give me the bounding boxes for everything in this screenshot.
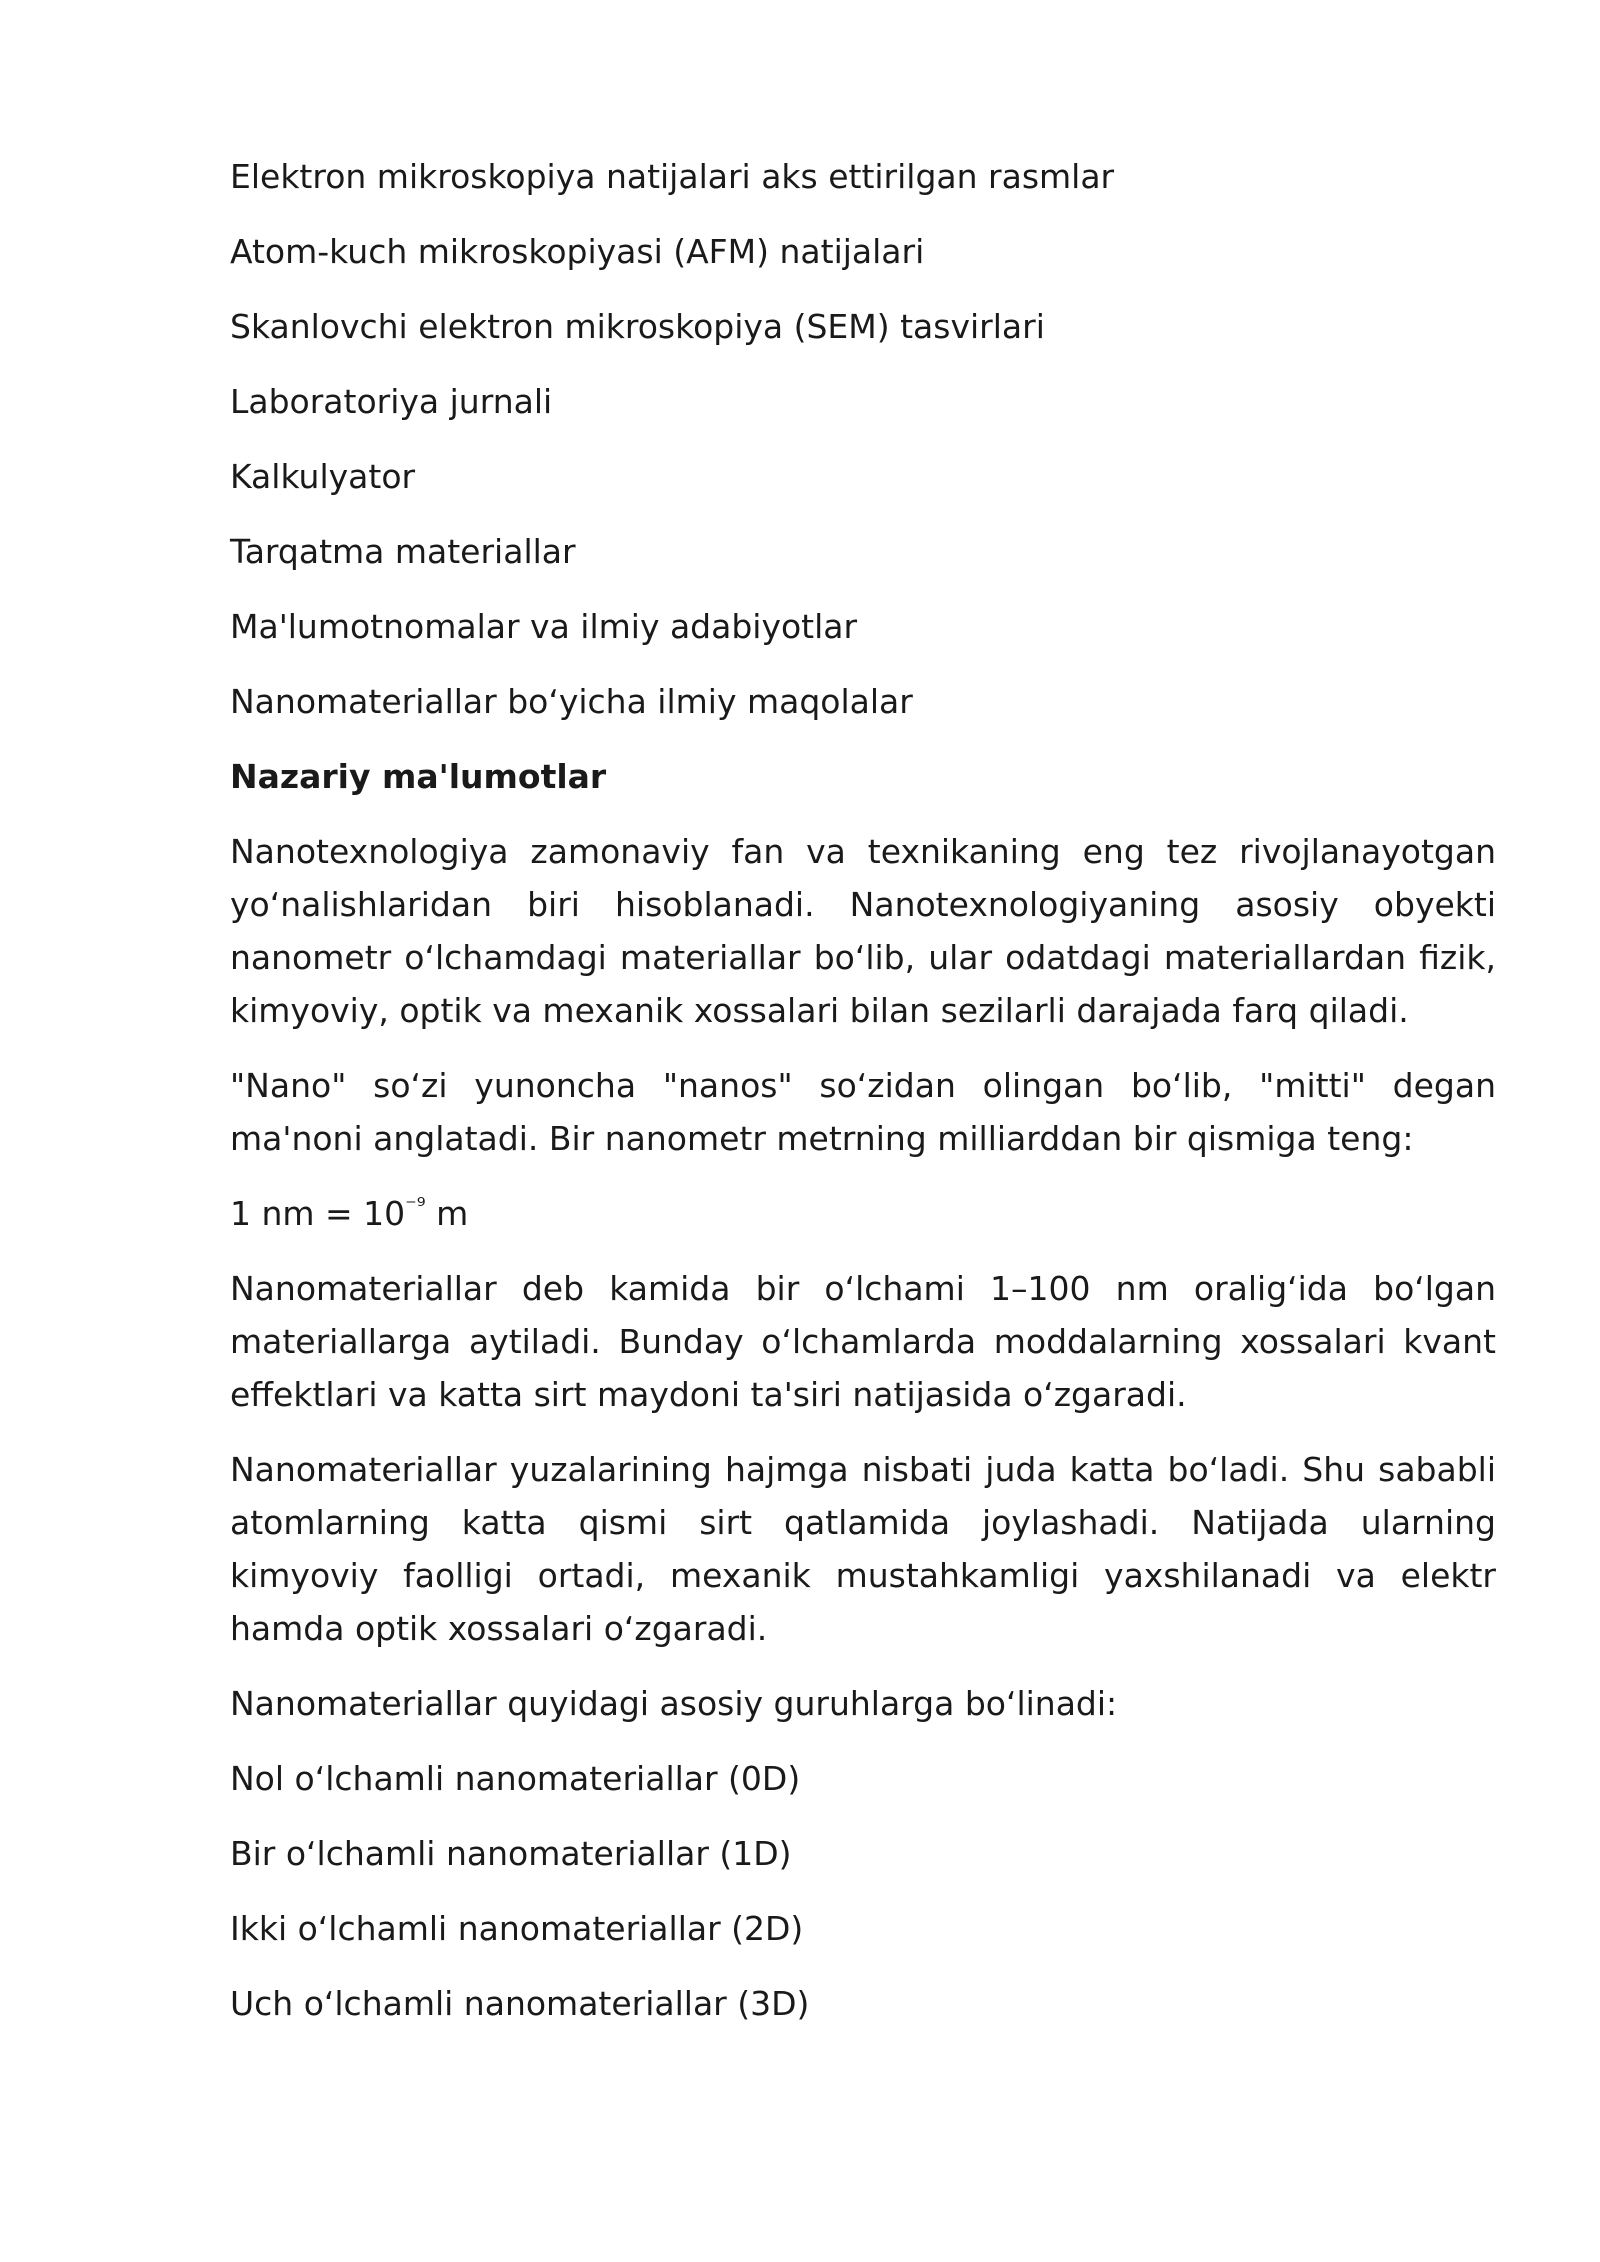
group-item: Nol o‘lchamli nanomateriallar (0D) xyxy=(230,1759,801,1798)
paragraph: Nanomateriallar deb kamida bir o‘lchami 1–100 nm oralig‘ida bo‘lgan materiallarga aytiladi. Bunday o‘lchamlarda moddalarning xossalari kvant effektlari va katta sirt maydoni ta'siri natijasida o‘zgaradi. xyxy=(230,1269,1496,1414)
group-item: Uch o‘lchamli nanomateriallar (3D) xyxy=(230,1984,810,2023)
paragraph: "Nano" so‘zi yunoncha "nanos" so‘zidan olingan bo‘lib, "mitti" degan ma'noni anglatadi. Bir nanometr metrning milliarddan bir qismiga teng: xyxy=(230,1066,1496,1158)
paragraph: Nanomateriallar quyidagi asosiy guruhlarga bo‘linadi: xyxy=(230,1684,1118,1723)
groups-list xyxy=(230,1752,1496,2030)
paragraph: Nanomateriallar yuzalarining hajmga nisbati juda katta bo‘ladi. Shu sababli atomlarning katta qismi sirt qatlamida joylashadi. Natijada ularning kimyoviy faolligi ortadi, mexanik mustahkamligi yaxshilanadi va elektr hamda optik xossalari o‘zgaradi. xyxy=(230,1450,1496,1648)
materials-list xyxy=(230,150,1496,728)
materials-item: Elektron mikroskopiya natijalari aks ettirilgan rasmlar xyxy=(230,157,1115,196)
formula-unit: m xyxy=(425,1194,469,1233)
formula-exponent: ⁻⁹ xyxy=(405,1194,426,1219)
nanometer-formula xyxy=(230,1187,1496,1240)
group-item: Ikki o‘lchamli nanomateriallar (2D) xyxy=(230,1909,804,1948)
materials-item: Laboratoriya jurnali xyxy=(230,382,553,421)
materials-item: Tarqatma materiallar xyxy=(230,532,576,571)
materials-item: Nanomateriallar bo‘yicha ilmiy maqolalar xyxy=(230,682,913,721)
paragraph: Nanotexnologiya zamonaviy fan va texnikaning eng tez rivojlanayotgan yo‘nalishlaridan biri hisoblanadi. Nanotexnologiyaning asosiy obyekti nanometr o‘lchamdagi materiallar bo‘lib, ular odatdagi materiallardan fizik, kimyoviy, optik va mexanik xossalari bilan sezilarli darajada farq qiladi. xyxy=(230,832,1496,1030)
document-page xyxy=(230,150,1496,2052)
materials-item: Atom-kuch mikroskopiyasi (AFM) natijalari xyxy=(230,232,925,271)
group-item: Bir o‘lchamli nanomateriallar (1D) xyxy=(230,1834,792,1873)
section-heading: Nazariy ma'lumotlar xyxy=(230,757,607,796)
materials-item: Skanlovchi elektron mikroskopiya (SEM) tasvirlari xyxy=(230,307,1045,346)
formula-left: 1 nm = 10 xyxy=(230,1194,406,1233)
materials-item: Kalkulyator xyxy=(230,457,416,496)
materials-item: Ma'lumotnomalar va ilmiy adabiyotlar xyxy=(230,607,858,646)
